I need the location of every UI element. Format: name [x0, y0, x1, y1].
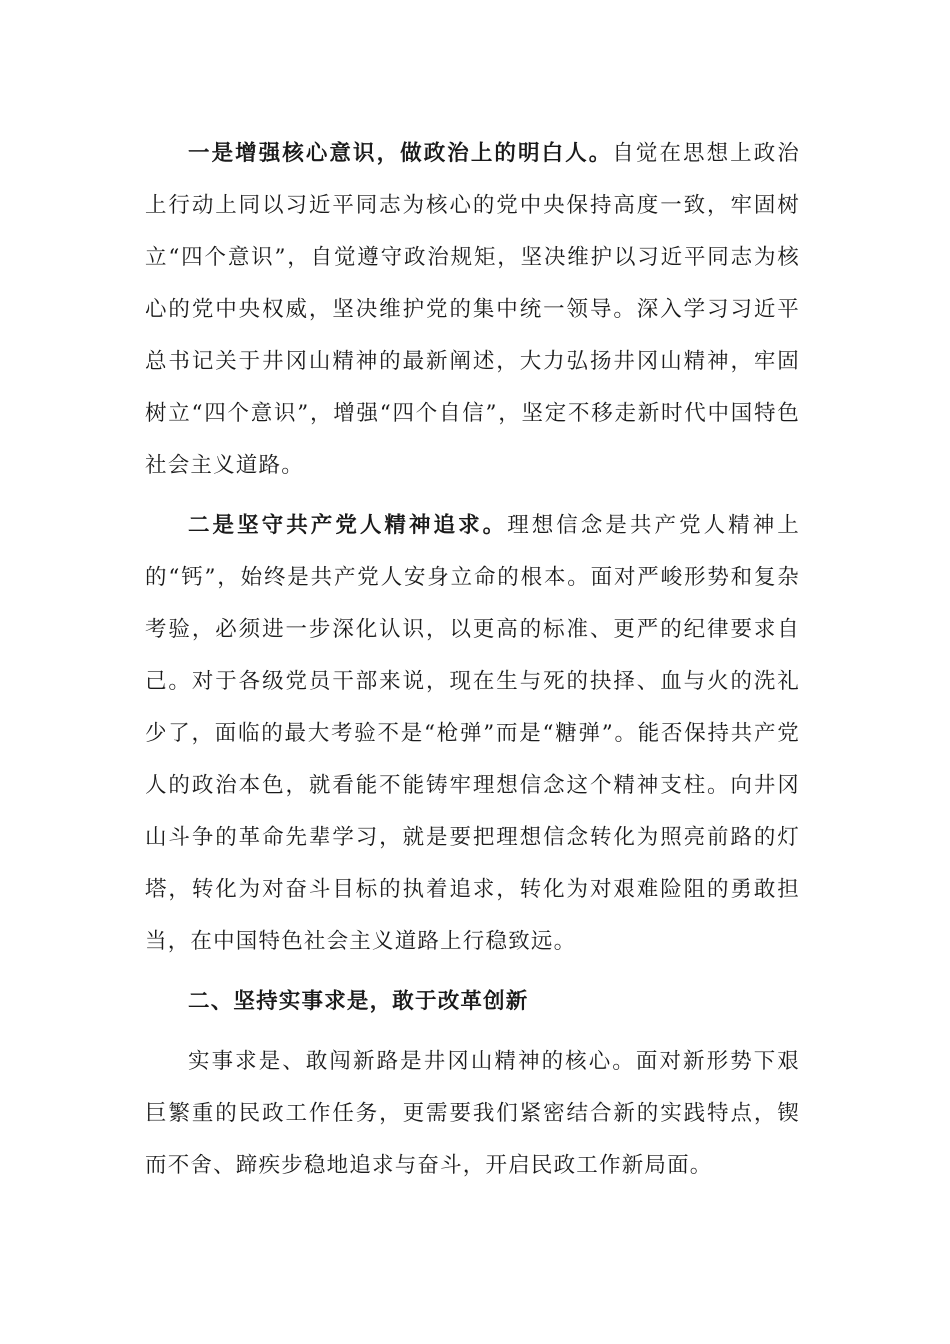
paragraph-2-body: 理想信念是共产党人精神上的“钙”，始终是共产党人安身立命的根本。面对严峻形势和复杂考验，必须进一步深化认识，以更高的标准、更严的纪律要求自己。对于各级党员干部来说，现在生与死的抉择、血与火的洗礼少了，面临的最大考验不是“枪弹”而是“糖弹”。能否保持共产党人的政治本色，就看能不能铸牢理想信念这个精神支柱。向井冈山斗争的革命先辈学习，就是要把理想信念转化为照亮前路的灯塔，转化为对奋斗目标的执着追求，转化为对艰难险阻的勇敢担当，在中国特色社会主义道路上行稳致远。	[145, 513, 800, 954]
paragraph-2	[145, 500, 800, 968]
paragraph-1-lead: 一是增强核心意识，做政治上的明白人。	[188, 141, 613, 166]
paragraph-2-lead: 二是坚守共产党人精神追求。	[188, 513, 508, 538]
closing-paragraph: 实事求是、敢闯新路是井冈山精神的核心。面对新形势下艰巨繁重的民政工作任务，更需要我们紧密结合新的实践特点，锲而不舍、蹄疾步稳地追求与奋斗，开启民政工作新局面。	[145, 1049, 800, 1178]
paragraph-1	[145, 128, 800, 492]
document-body	[145, 128, 800, 1192]
section-heading: 二、坚持实事求是，敢于改革创新	[188, 989, 529, 1014]
paragraph-1-body: 自觉在思想上政治上行动上同以习近平同志为核心的党中央保持高度一致，牢固树立“四个意识”，自觉遵守政治规矩，坚决维护以习近平同志为核心的党中央权威，坚决维护党的集中统一领导。深入学习习近平总书记关于井冈山精神的最新阐述，大力弘扬井冈山精神，牢固树立“四个意识”，增强“四个自信”，坚定不移走新时代中国特色社会主义道路。	[145, 141, 800, 478]
